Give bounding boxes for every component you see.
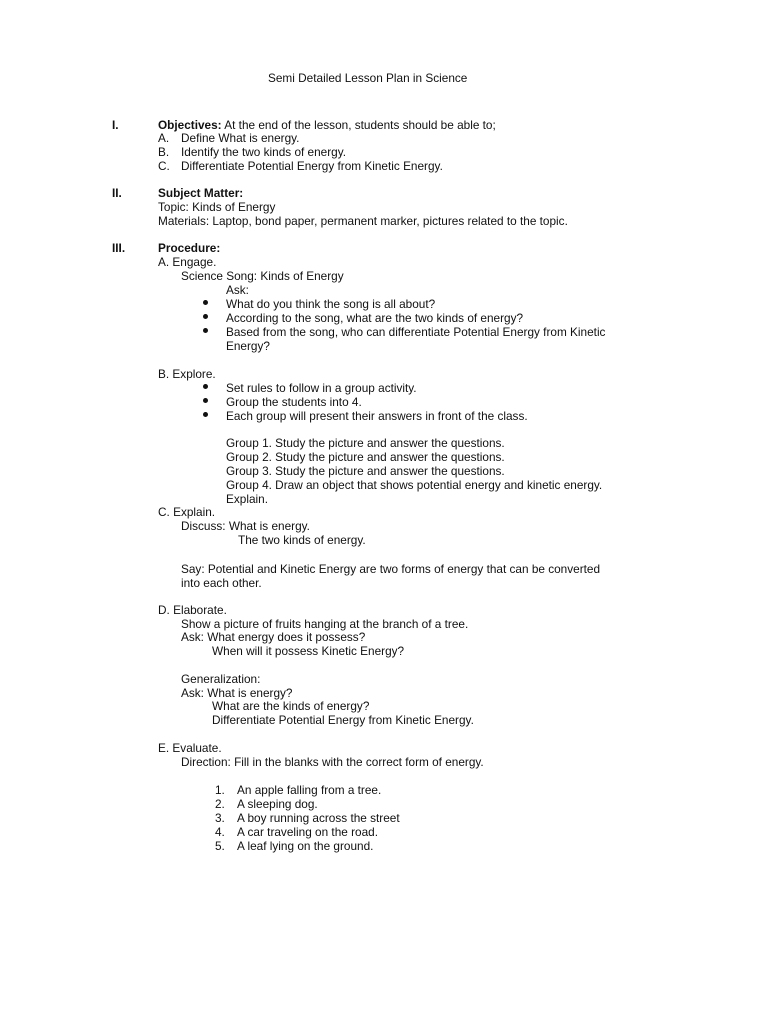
bullet-icon (203, 328, 208, 333)
subject-topic: Topic: Kinds of Energy (158, 200, 276, 214)
evaluate-item: A boy running across the street (237, 811, 400, 825)
engage-label: A. Engage. (158, 255, 217, 269)
explain-discuss-continued: The two kinds of energy. (238, 533, 366, 547)
section-numeral-objectives: I. (112, 118, 119, 132)
evaluate-direction: Direction: Fill in the blanks with the correct form of energy. (181, 755, 484, 769)
objective-item: Identify the two kinds of energy. (181, 145, 347, 159)
engage-question: What do you think the song is all about? (226, 297, 436, 311)
bullet-icon (203, 300, 208, 305)
explore-bullet: Each group will present their answers in front of the class. (226, 409, 528, 423)
bullet-icon (203, 412, 208, 417)
evaluate-item: A leaf lying on the ground. (237, 839, 374, 853)
generalization-heading: Generalization: (181, 672, 261, 686)
objective-letter: B. (158, 145, 170, 159)
evaluate-item-number: 5. (215, 839, 225, 853)
evaluate-item: A car traveling on the road. (237, 825, 378, 839)
elaborate-ask-continued: When will it possess Kinetic Energy? (212, 644, 405, 658)
elaborate-show: Show a picture of fruits hanging at the branch of a tree. (181, 617, 469, 631)
explain-discuss: Discuss: What is energy. (181, 519, 310, 533)
elaborate-label: D. Elaborate. (158, 603, 227, 617)
engage-question-continued: Energy? (226, 339, 270, 353)
explore-group: Group 4. Draw an object that shows potential energy and kinetic energy. (226, 478, 603, 492)
evaluate-item-number: 3. (215, 811, 225, 825)
explore-label: B. Explore. (158, 367, 216, 381)
engage-ask: Ask: (226, 283, 249, 297)
explain-say-continued: into each other. (181, 576, 262, 590)
evaluate-item-number: 1. (215, 783, 225, 797)
page-title: Semi Detailed Lesson Plan in Science (268, 71, 468, 85)
procedure-heading: Procedure: (158, 241, 221, 255)
generalization-question: Differentiate Potential Energy from Kinetic Energy. (212, 713, 474, 727)
generalization-ask: Ask: What is energy? (181, 686, 293, 700)
explore-group: Group 1. Study the picture and answer the questions. (226, 436, 505, 450)
explain-label: C. Explain. (158, 505, 216, 519)
explore-group: Group 3. Study the picture and answer the questions. (226, 464, 505, 478)
explore-bullet: Group the students into 4. (226, 395, 362, 409)
bullet-icon (203, 384, 208, 389)
explore-bullet: Set rules to follow in a group activity. (226, 381, 417, 395)
evaluate-item: A sleeping dog. (237, 797, 318, 811)
evaluate-item-number: 2. (215, 797, 225, 811)
elaborate-ask: Ask: What energy does it possess? (181, 630, 366, 644)
objective-item: Define What is energy. (181, 131, 300, 145)
bullet-icon (203, 398, 208, 403)
engage-song: Science Song: Kinds of Energy (181, 269, 344, 283)
section-numeral-procedure: III. (112, 241, 126, 255)
objectives-line (158, 118, 496, 132)
objective-item: Differentiate Potential Energy from Kinetic Energy. (181, 159, 443, 173)
evaluate-item: An apple falling from a tree. (237, 783, 382, 797)
bullet-icon (203, 314, 208, 319)
explore-group-continued: Explain. (226, 492, 268, 506)
section-numeral-subject-matter: II. (112, 186, 122, 200)
objectives-intro: At the end of the lesson, students should be able to; (224, 118, 496, 132)
subject-materials: Materials: Laptop, bond paper, permanent marker, pictures related to the topic. (158, 214, 568, 228)
evaluate-label: E. Evaluate. (158, 741, 222, 755)
engage-question: Based from the song, who can differentiate Potential Energy from Kinetic (226, 325, 606, 339)
objective-letter: C. (158, 159, 170, 173)
objective-letter: A. (158, 131, 170, 145)
objectives-heading: Objectives: (158, 118, 222, 132)
subject-matter-heading: Subject Matter: (158, 186, 244, 200)
explore-group: Group 2. Study the picture and answer the questions. (226, 450, 505, 464)
generalization-question: What are the kinds of energy? (212, 699, 370, 713)
engage-question: According to the song, what are the two kinds of energy? (226, 311, 524, 325)
explain-say: Say: Potential and Kinetic Energy are two forms of energy that can be converted (181, 562, 601, 576)
evaluate-item-number: 4. (215, 825, 225, 839)
